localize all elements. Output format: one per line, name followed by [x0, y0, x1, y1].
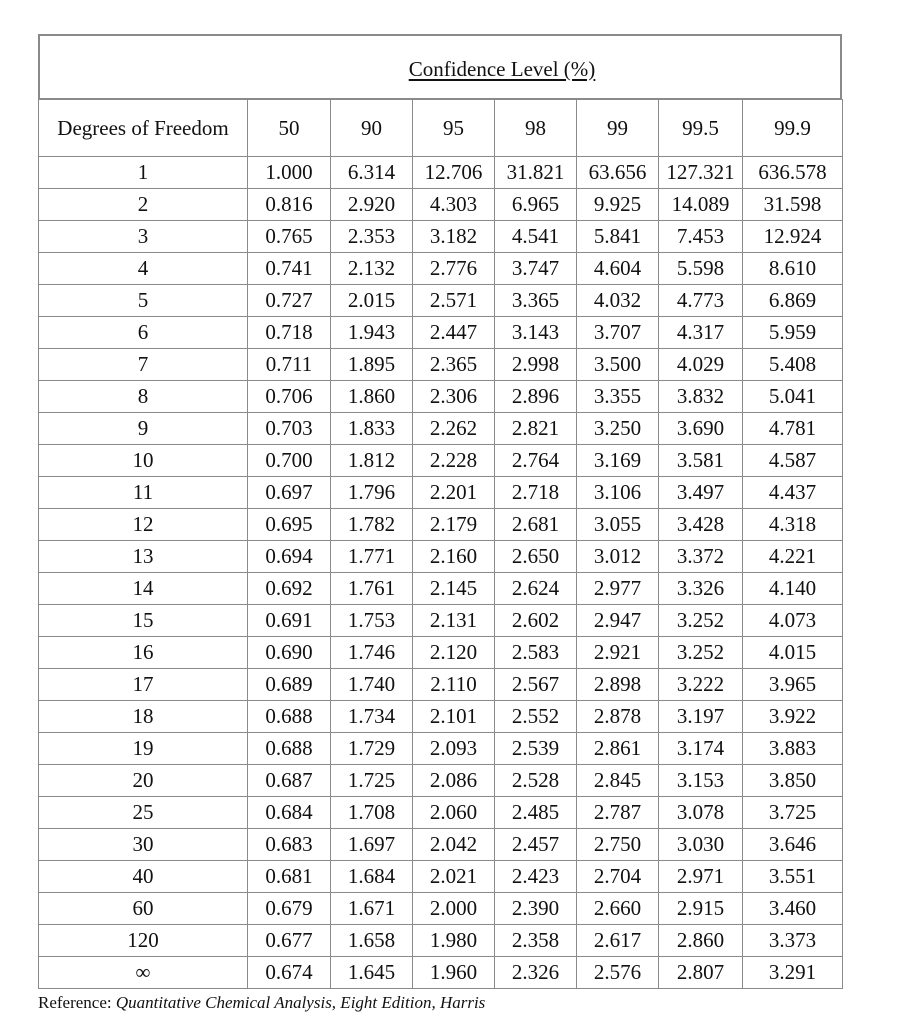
- table-row: [39, 509, 843, 541]
- critical-value-cell: 12.706: [413, 157, 495, 189]
- dof-cell: 5: [39, 285, 248, 317]
- critical-value-cell: 2.576: [577, 957, 659, 989]
- critical-value-cell: 5.408: [743, 349, 843, 381]
- confidence-level-caption: Confidence Level (%): [408, 56, 596, 81]
- critical-value-cell: 636.578: [743, 157, 843, 189]
- critical-value-cell: 1.761: [331, 573, 413, 605]
- critical-value-cell: 3.326: [659, 573, 743, 605]
- dof-cell: 8: [39, 381, 248, 413]
- table-row: [39, 925, 843, 957]
- critical-value-cell: 2.358: [495, 925, 577, 957]
- critical-value-cell: 0.687: [248, 765, 331, 797]
- dof-cell: 15: [39, 605, 248, 637]
- table-row: [39, 733, 843, 765]
- critical-value-cell: 3.725: [743, 797, 843, 829]
- dof-cell: 2: [39, 189, 248, 221]
- critical-value-cell: 1.782: [331, 509, 413, 541]
- critical-value-cell: 3.646: [743, 829, 843, 861]
- dof-cell: 4: [39, 253, 248, 285]
- critical-value-cell: 2.353: [331, 221, 413, 253]
- critical-value-cell: 1.658: [331, 925, 413, 957]
- critical-value-cell: 1.895: [331, 349, 413, 381]
- critical-value-cell: 2.860: [659, 925, 743, 957]
- critical-value-cell: 4.221: [743, 541, 843, 573]
- critical-value-cell: 2.228: [413, 445, 495, 477]
- critical-value-cell: 3.497: [659, 477, 743, 509]
- dof-cell: 16: [39, 637, 248, 669]
- critical-value-cell: 2.821: [495, 413, 577, 445]
- critical-value-cell: 3.222: [659, 669, 743, 701]
- critical-value-cell: 127.321: [659, 157, 743, 189]
- critical-value-cell: 1.746: [331, 637, 413, 669]
- critical-value-cell: 1.729: [331, 733, 413, 765]
- dof-cell: 12: [39, 509, 248, 541]
- critical-value-cell: 3.055: [577, 509, 659, 541]
- critical-value-cell: 2.306: [413, 381, 495, 413]
- critical-value-cell: 0.692: [248, 573, 331, 605]
- critical-value-cell: 2.977: [577, 573, 659, 605]
- table-row: [39, 573, 843, 605]
- critical-value-cell: 2.915: [659, 893, 743, 925]
- critical-value-cell: 0.677: [248, 925, 331, 957]
- critical-value-cell: 1.645: [331, 957, 413, 989]
- critical-value-cell: 2.878: [577, 701, 659, 733]
- critical-value-cell: 4.015: [743, 637, 843, 669]
- critical-value-cell: 4.073: [743, 605, 843, 637]
- critical-value-cell: 3.690: [659, 413, 743, 445]
- table-row: [39, 605, 843, 637]
- critical-value-cell: 2.660: [577, 893, 659, 925]
- critical-value-cell: 1.796: [331, 477, 413, 509]
- critical-value-cell: 3.250: [577, 413, 659, 445]
- critical-value-cell: 2.145: [413, 573, 495, 605]
- table-row: [39, 253, 843, 285]
- critical-value-cell: 2.971: [659, 861, 743, 893]
- critical-value-cell: 4.541: [495, 221, 577, 253]
- critical-value-cell: 7.453: [659, 221, 743, 253]
- critical-value-cell: 2.101: [413, 701, 495, 733]
- critical-value-cell: 4.773: [659, 285, 743, 317]
- critical-value-cell: 1.684: [331, 861, 413, 893]
- critical-value-cell: 2.681: [495, 509, 577, 541]
- critical-value-cell: 1.697: [331, 829, 413, 861]
- critical-value-cell: 2.764: [495, 445, 577, 477]
- critical-value-cell: 4.140: [743, 573, 843, 605]
- critical-value-cell: 3.106: [577, 477, 659, 509]
- level-header: 99.9: [743, 100, 843, 157]
- table-row: [39, 189, 843, 221]
- dof-cell: 9: [39, 413, 248, 445]
- critical-value-cell: 1.000: [248, 157, 331, 189]
- critical-value-cell: 4.318: [743, 509, 843, 541]
- table-row: [39, 829, 843, 861]
- critical-value-cell: 2.485: [495, 797, 577, 829]
- table-row: [39, 157, 843, 189]
- critical-value-cell: 3.883: [743, 733, 843, 765]
- critical-value-cell: 2.060: [413, 797, 495, 829]
- table-row: [39, 701, 843, 733]
- table-row: [39, 637, 843, 669]
- critical-value-cell: 2.120: [413, 637, 495, 669]
- critical-value-cell: 0.674: [248, 957, 331, 989]
- critical-value-cell: 3.197: [659, 701, 743, 733]
- critical-value-cell: 63.656: [577, 157, 659, 189]
- critical-value-cell: 3.355: [577, 381, 659, 413]
- dof-cell: 10: [39, 445, 248, 477]
- critical-value-cell: 2.998: [495, 349, 577, 381]
- critical-value-cell: 0.683: [248, 829, 331, 861]
- critical-value-cell: 5.598: [659, 253, 743, 285]
- critical-value-cell: 0.697: [248, 477, 331, 509]
- critical-value-cell: 2.896: [495, 381, 577, 413]
- critical-value-cell: 0.741: [248, 253, 331, 285]
- critical-value-cell: 3.373: [743, 925, 843, 957]
- critical-value-cell: 3.850: [743, 765, 843, 797]
- critical-value-cell: 5.959: [743, 317, 843, 349]
- dof-cell: 25: [39, 797, 248, 829]
- critical-value-cell: 2.015: [331, 285, 413, 317]
- critical-value-cell: 2.920: [331, 189, 413, 221]
- critical-value-cell: 1.734: [331, 701, 413, 733]
- critical-value-cell: 6.869: [743, 285, 843, 317]
- critical-value-cell: 4.781: [743, 413, 843, 445]
- table-row: [39, 317, 843, 349]
- critical-value-cell: 4.437: [743, 477, 843, 509]
- reference-label: Reference:: [38, 993, 116, 1012]
- critical-value-cell: 1.753: [331, 605, 413, 637]
- critical-value-cell: 0.679: [248, 893, 331, 925]
- critical-value-cell: 2.787: [577, 797, 659, 829]
- level-header: 50: [248, 100, 331, 157]
- critical-value-cell: 2.447: [413, 317, 495, 349]
- dof-cell: 13: [39, 541, 248, 573]
- critical-value-cell: 5.841: [577, 221, 659, 253]
- critical-value-cell: 2.539: [495, 733, 577, 765]
- level-header: 98: [495, 100, 577, 157]
- critical-values-table: [38, 99, 843, 989]
- critical-value-cell: 2.021: [413, 861, 495, 893]
- dof-cell: 18: [39, 701, 248, 733]
- table-row: [39, 381, 843, 413]
- critical-value-cell: 2.650: [495, 541, 577, 573]
- critical-value-cell: 3.922: [743, 701, 843, 733]
- critical-value-cell: 5.041: [743, 381, 843, 413]
- critical-value-cell: 2.718: [495, 477, 577, 509]
- critical-value-cell: 1.725: [331, 765, 413, 797]
- critical-value-cell: 3.581: [659, 445, 743, 477]
- critical-value-cell: 12.924: [743, 221, 843, 253]
- critical-value-cell: 2.110: [413, 669, 495, 701]
- critical-value-cell: 2.132: [331, 253, 413, 285]
- critical-value-cell: 1.833: [331, 413, 413, 445]
- critical-value-cell: 2.624: [495, 573, 577, 605]
- critical-value-cell: 3.372: [659, 541, 743, 573]
- table-row: [39, 957, 843, 989]
- dof-cell: 17: [39, 669, 248, 701]
- critical-value-cell: 4.032: [577, 285, 659, 317]
- critical-value-cell: 2.131: [413, 605, 495, 637]
- critical-value-cell: 4.604: [577, 253, 659, 285]
- critical-value-cell: 3.365: [495, 285, 577, 317]
- critical-value-cell: 6.965: [495, 189, 577, 221]
- critical-value-cell: 2.807: [659, 957, 743, 989]
- level-header: 90: [331, 100, 413, 157]
- critical-value-cell: 0.695: [248, 509, 331, 541]
- critical-value-cell: 3.174: [659, 733, 743, 765]
- dof-cell: 3: [39, 221, 248, 253]
- critical-value-cell: 1.708: [331, 797, 413, 829]
- reference-note: [38, 993, 485, 1013]
- critical-value-cell: 2.583: [495, 637, 577, 669]
- critical-value-cell: 2.947: [577, 605, 659, 637]
- critical-value-cell: 3.460: [743, 893, 843, 925]
- critical-value-cell: 3.832: [659, 381, 743, 413]
- dof-header: Degrees of Freedom: [39, 100, 248, 157]
- critical-value-cell: 2.602: [495, 605, 577, 637]
- critical-value-cell: 2.160: [413, 541, 495, 573]
- critical-value-cell: 1.960: [413, 957, 495, 989]
- critical-value-cell: 2.457: [495, 829, 577, 861]
- critical-value-cell: 1.671: [331, 893, 413, 925]
- dof-cell: 6: [39, 317, 248, 349]
- critical-value-cell: 3.965: [743, 669, 843, 701]
- level-header: 99.5: [659, 100, 743, 157]
- critical-value-cell: 0.816: [248, 189, 331, 221]
- critical-value-cell: 2.179: [413, 509, 495, 541]
- critical-value-cell: 2.086: [413, 765, 495, 797]
- dof-cell: 60: [39, 893, 248, 925]
- critical-value-cell: 2.390: [495, 893, 577, 925]
- critical-value-cell: 3.012: [577, 541, 659, 573]
- critical-value-cell: 2.552: [495, 701, 577, 733]
- critical-value-cell: 2.617: [577, 925, 659, 957]
- table-row: [39, 413, 843, 445]
- critical-value-cell: 0.711: [248, 349, 331, 381]
- table-row: [39, 541, 843, 573]
- critical-value-cell: 2.423: [495, 861, 577, 893]
- critical-value-cell: 2.571: [413, 285, 495, 317]
- critical-value-cell: 0.681: [248, 861, 331, 893]
- critical-value-cell: 8.610: [743, 253, 843, 285]
- reference-source: Quantitative Chemical Analysis, Eight Edition, Harris: [115, 993, 486, 1012]
- critical-value-cell: 2.750: [577, 829, 659, 861]
- critical-value-cell: 0.718: [248, 317, 331, 349]
- critical-value-cell: 3.252: [659, 637, 743, 669]
- critical-value-cell: 2.845: [577, 765, 659, 797]
- critical-value-cell: 9.925: [577, 189, 659, 221]
- critical-value-cell: 3.078: [659, 797, 743, 829]
- critical-value-cell: 0.727: [248, 285, 331, 317]
- header-row: [39, 100, 843, 157]
- critical-value-cell: 2.861: [577, 733, 659, 765]
- critical-value-cell: 31.598: [743, 189, 843, 221]
- critical-value-cell: 3.153: [659, 765, 743, 797]
- table-body: [39, 157, 843, 989]
- critical-value-cell: 1.980: [413, 925, 495, 957]
- dof-cell: 30: [39, 829, 248, 861]
- critical-value-cell: 3.500: [577, 349, 659, 381]
- critical-value-cell: 1.771: [331, 541, 413, 573]
- critical-value-cell: 3.551: [743, 861, 843, 893]
- critical-value-cell: 0.688: [248, 701, 331, 733]
- dof-cell: 19: [39, 733, 248, 765]
- dof-cell: 7: [39, 349, 248, 381]
- critical-value-cell: 2.528: [495, 765, 577, 797]
- critical-value-cell: 2.365: [413, 349, 495, 381]
- critical-value-cell: 0.691: [248, 605, 331, 637]
- table-row: [39, 893, 843, 925]
- critical-value-cell: 0.689: [248, 669, 331, 701]
- level-header: 99: [577, 100, 659, 157]
- table-row: [39, 765, 843, 797]
- table-row: [39, 221, 843, 253]
- critical-value-cell: 1.943: [331, 317, 413, 349]
- critical-value-cell: 0.706: [248, 381, 331, 413]
- table-row: [39, 445, 843, 477]
- critical-value-cell: 0.690: [248, 637, 331, 669]
- table-row: [39, 349, 843, 381]
- critical-value-cell: 3.182: [413, 221, 495, 253]
- critical-value-cell: 0.684: [248, 797, 331, 829]
- dof-cell: ∞: [39, 957, 248, 989]
- critical-value-cell: 2.921: [577, 637, 659, 669]
- t-distribution-table: [38, 34, 842, 989]
- dof-cell: 20: [39, 765, 248, 797]
- critical-value-cell: 0.688: [248, 733, 331, 765]
- critical-value-cell: 2.093: [413, 733, 495, 765]
- critical-value-cell: 2.262: [413, 413, 495, 445]
- table-row: [39, 861, 843, 893]
- critical-value-cell: 0.700: [248, 445, 331, 477]
- table-row: [39, 285, 843, 317]
- critical-value-cell: 2.776: [413, 253, 495, 285]
- table-caption-box: [38, 34, 842, 99]
- critical-value-cell: 14.089: [659, 189, 743, 221]
- critical-value-cell: 0.765: [248, 221, 331, 253]
- critical-value-cell: 0.703: [248, 413, 331, 445]
- critical-value-cell: 2.201: [413, 477, 495, 509]
- critical-value-cell: 2.000: [413, 893, 495, 925]
- critical-value-cell: 3.291: [743, 957, 843, 989]
- table-row: [39, 477, 843, 509]
- critical-value-cell: 1.812: [331, 445, 413, 477]
- critical-value-cell: 4.587: [743, 445, 843, 477]
- critical-value-cell: 4.317: [659, 317, 743, 349]
- critical-value-cell: 3.428: [659, 509, 743, 541]
- critical-value-cell: 3.030: [659, 829, 743, 861]
- critical-value-cell: 0.694: [248, 541, 331, 573]
- level-header: 95: [413, 100, 495, 157]
- critical-value-cell: 2.567: [495, 669, 577, 701]
- critical-value-cell: 4.029: [659, 349, 743, 381]
- table-row: [39, 797, 843, 829]
- critical-value-cell: 2.898: [577, 669, 659, 701]
- critical-value-cell: 1.860: [331, 381, 413, 413]
- dof-cell: 11: [39, 477, 248, 509]
- critical-value-cell: 1.740: [331, 669, 413, 701]
- critical-value-cell: 2.042: [413, 829, 495, 861]
- critical-value-cell: 3.143: [495, 317, 577, 349]
- critical-value-cell: 3.747: [495, 253, 577, 285]
- table-row: [39, 669, 843, 701]
- critical-value-cell: 2.704: [577, 861, 659, 893]
- critical-value-cell: 3.252: [659, 605, 743, 637]
- critical-value-cell: 4.303: [413, 189, 495, 221]
- critical-value-cell: 31.821: [495, 157, 577, 189]
- dof-cell: 1: [39, 157, 248, 189]
- dof-cell: 40: [39, 861, 248, 893]
- critical-value-cell: 2.326: [495, 957, 577, 989]
- dof-cell: 14: [39, 573, 248, 605]
- critical-value-cell: 3.169: [577, 445, 659, 477]
- critical-value-cell: 6.314: [331, 157, 413, 189]
- critical-value-cell: 3.707: [577, 317, 659, 349]
- dof-cell: 120: [39, 925, 248, 957]
